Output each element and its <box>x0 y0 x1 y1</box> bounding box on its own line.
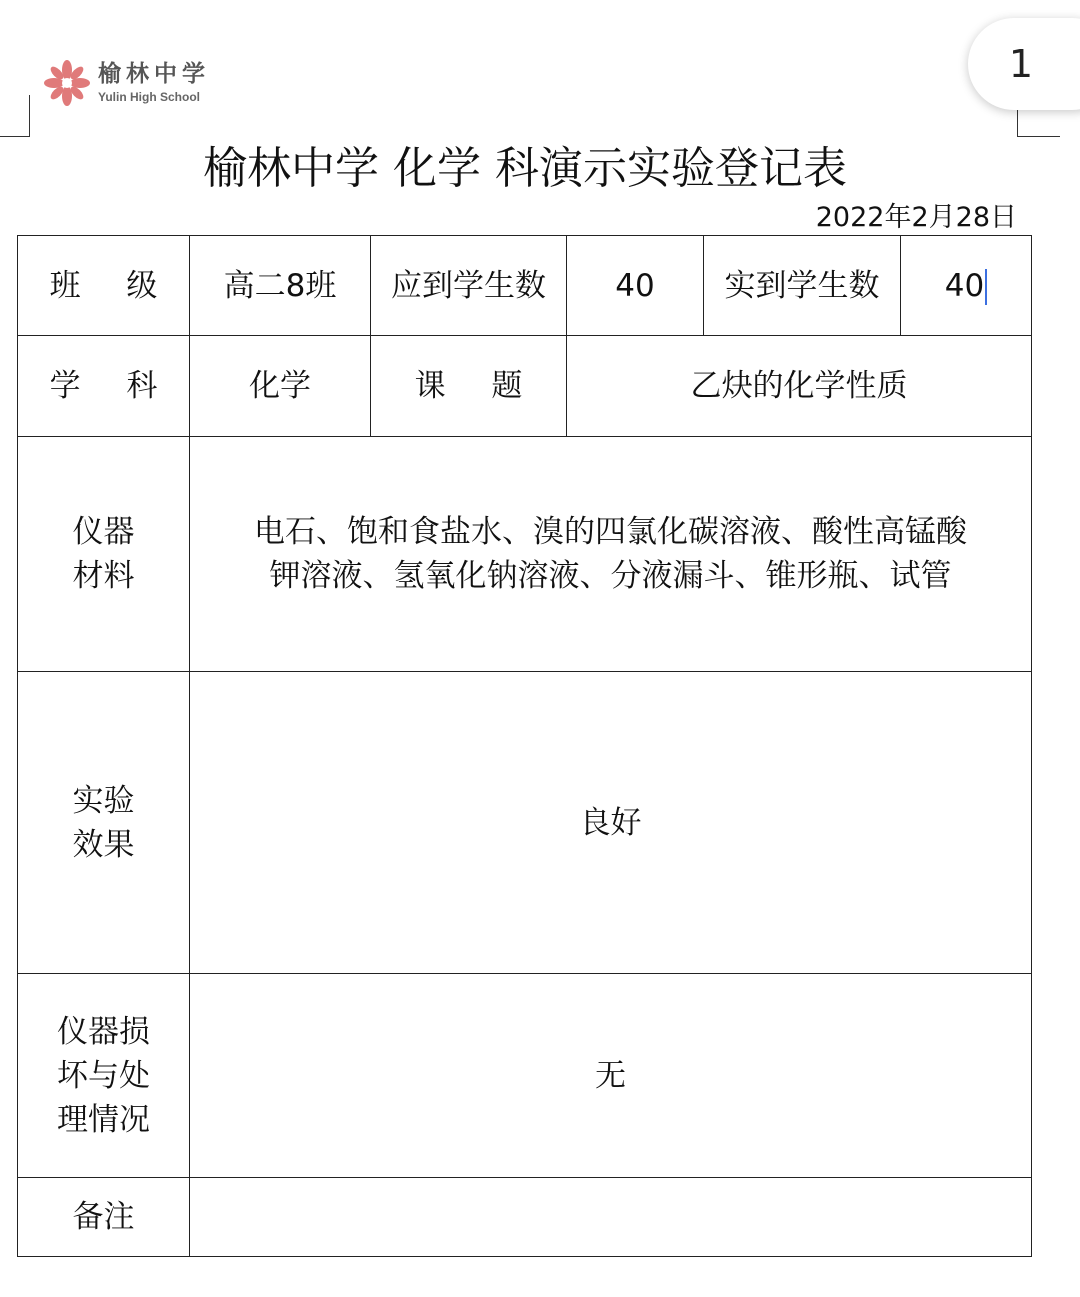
materials-line2: 钾溶液、氢氧化钠溶液、分液漏斗、锥形瓶、试管 <box>269 558 952 594</box>
materials-value[interactable] <box>190 437 1032 672</box>
subject-value[interactable]: 化学 <box>190 336 371 437</box>
registration-table <box>17 235 1032 1257</box>
table-row-damage <box>18 974 1032 1178</box>
logo-name-cn: 榆林中学 <box>98 60 210 87</box>
crop-mark-left <box>0 95 30 137</box>
table-row-subject <box>18 336 1032 437</box>
actual-students-value[interactable]: 40 <box>944 267 985 304</box>
flower-logo-icon <box>42 60 92 106</box>
damage-label-line2: 坏与处 <box>57 1057 150 1094</box>
text-cursor <box>985 269 987 305</box>
document-date: 2022年2月28日 <box>815 202 1017 233</box>
actual-students-label: 实到学生数 <box>704 236 901 336</box>
page-number: 1 <box>1008 42 1034 86</box>
expected-students-label: 应到学生数 <box>371 236 567 336</box>
subject-label: 学 科 <box>18 336 190 437</box>
table-row-remarks <box>18 1178 1032 1257</box>
document-title: 榆林中学 化学 科演示实验登记表 <box>203 143 847 194</box>
class-label: 班 级 <box>18 236 190 336</box>
effect-label <box>18 672 190 974</box>
actual-students-cell[interactable] <box>901 236 1032 336</box>
materials-label <box>18 437 190 672</box>
school-logo <box>42 60 232 108</box>
damage-label <box>18 974 190 1178</box>
class-value[interactable]: 高二8班 <box>190 236 371 336</box>
table-row-class <box>18 236 1032 336</box>
effect-label-line1: 实验 <box>72 782 135 819</box>
remarks-label: 备注 <box>18 1178 190 1257</box>
topic-value[interactable]: 乙炔的化学性质 <box>567 336 1032 437</box>
materials-line1: 电石、饱和食盐水、溴的四氯化碳溶液、酸性高锰酸 <box>254 514 967 550</box>
materials-label-line2: 材料 <box>72 558 135 594</box>
table-row-effect <box>18 672 1032 974</box>
table-row-materials <box>18 437 1032 672</box>
materials-label-line1: 仪器 <box>72 514 135 550</box>
logo-name-en: Yulin High School <box>98 90 200 104</box>
remarks-value[interactable] <box>190 1178 1032 1257</box>
expected-students-value[interactable]: 40 <box>567 236 704 336</box>
effect-label-line2: 效果 <box>72 826 135 863</box>
damage-value[interactable]: 无 <box>190 974 1032 1178</box>
damage-label-line1: 仪器损 <box>57 1013 150 1050</box>
topic-label: 课 题 <box>371 336 567 437</box>
damage-label-line3: 理情况 <box>57 1101 150 1138</box>
effect-value[interactable]: 良好 <box>190 672 1032 974</box>
